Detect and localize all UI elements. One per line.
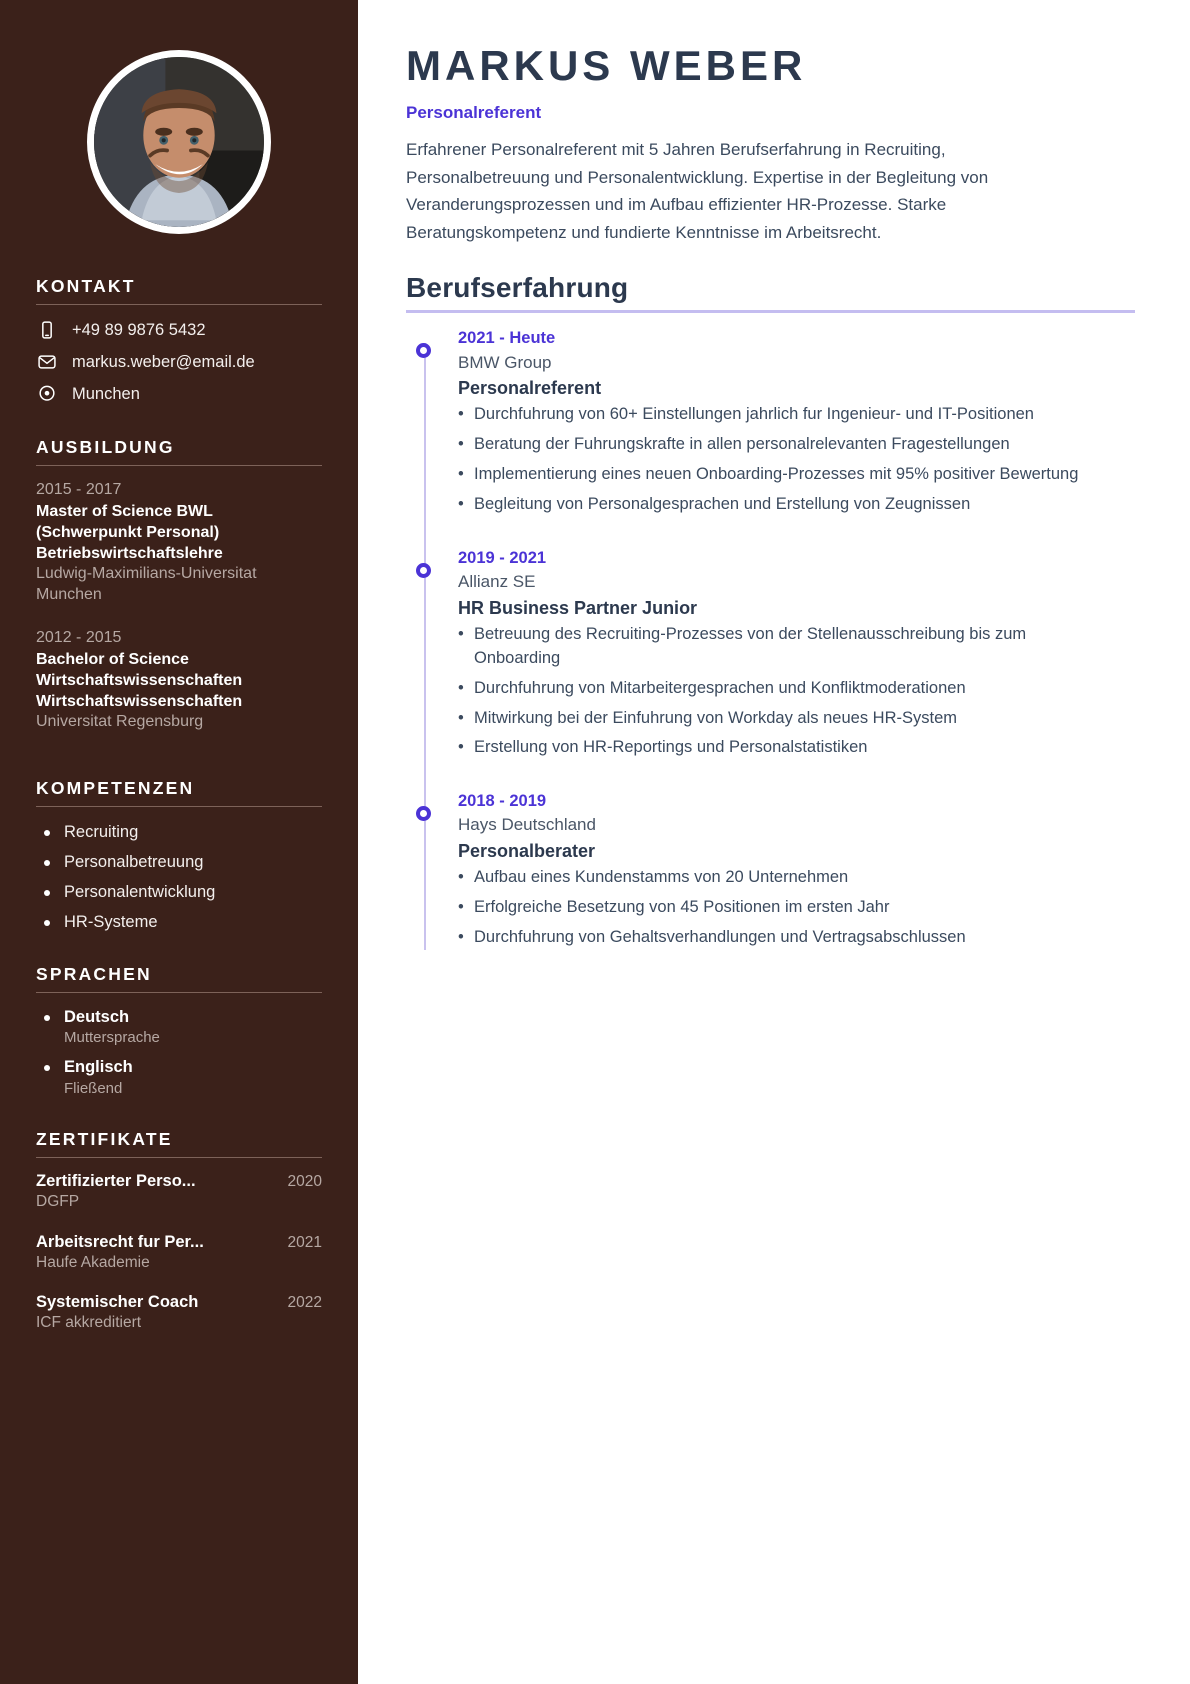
- divider: [36, 992, 322, 993]
- list-item: HR-Systeme: [36, 911, 322, 933]
- certificate-issuer: Haufe Akademie: [36, 1253, 150, 1271]
- certificate-item: [36, 1293, 322, 1334]
- list-item: [36, 1057, 322, 1099]
- list-item: Recruiting: [36, 821, 322, 843]
- timeline-line: [424, 343, 426, 950]
- language-level: Muttersprache: [64, 1029, 160, 1047]
- contact-location[interactable]: [36, 383, 322, 405]
- divider: [36, 465, 322, 466]
- language-name: Deutsch: [64, 1007, 130, 1026]
- mail-icon: [36, 351, 58, 373]
- education-date: 2015 - 2017: [36, 481, 122, 498]
- education-item: [36, 628, 322, 733]
- divider: [36, 304, 322, 305]
- list-item: • Durchfuhrung von Gehaltsverhandlungen und Vertragsabschlussen: [458, 926, 1083, 950]
- skills-section: [36, 778, 322, 934]
- list-item: • Begleitung von Personalgesprachen und Erstellung von Zeugnissen: [458, 493, 1083, 517]
- experience-company: Hays Deutschland: [458, 815, 596, 835]
- certificate-header: [36, 1293, 322, 1312]
- timeline-dot-icon: [416, 563, 431, 578]
- language-level: Fließend: [64, 1079, 123, 1097]
- education-field: Wirtschaftswissenschaften: [36, 692, 243, 710]
- certificate-year: 2020: [287, 1173, 322, 1191]
- main-content: [358, 0, 1190, 1684]
- experience-date: 2019 - 2021: [458, 548, 547, 567]
- contact-heading: KONTAKT: [36, 276, 136, 296]
- section-underline: [406, 310, 1135, 313]
- certificate-header: [36, 1233, 322, 1252]
- certificate-name: Arbeitsrecht fur Per...: [36, 1232, 204, 1251]
- list-item: • Durchfuhrung von Mitarbeitergesprachen und Konfliktmoderationen: [458, 677, 1083, 701]
- education-institution: Ludwig-Maximilians-Universitat Munchen: [36, 565, 257, 603]
- phone-icon: [36, 319, 58, 341]
- contact-phone[interactable]: [36, 319, 322, 341]
- page-title: MARKUS WEBER: [406, 42, 807, 89]
- divider: [36, 806, 322, 807]
- experience-bullets: [458, 623, 1135, 761]
- languages-heading: SPRACHEN: [36, 963, 152, 984]
- experience-heading: Berufserfahrung: [406, 272, 629, 304]
- certificate-name: Zertifizierter Perso...: [36, 1172, 196, 1191]
- experience-title: HR Business Partner Junior: [458, 597, 698, 618]
- education-degree: Bachelor of Science Wirtschaftswissenschaften: [36, 650, 243, 689]
- experience-item: [458, 547, 1135, 760]
- list-item: • Aufbau eines Kundenstamms von 20 Unternehmen: [458, 866, 1083, 890]
- education-degree: Master of Science BWL (Schwerpunkt Personal): [36, 502, 220, 541]
- skills-list: [36, 821, 322, 934]
- profile-photo-wrap: [36, 0, 322, 234]
- timeline-dot-icon: [416, 806, 431, 821]
- education-date: 2012 - 2015: [36, 628, 122, 646]
- certificates-heading: ZERTIFIKATE: [36, 1129, 173, 1150]
- certificate-issuer: DGFP: [36, 1193, 80, 1211]
- skills-heading: KOMPETENZEN: [36, 777, 195, 798]
- experience-date: 2021 - Heute: [458, 329, 556, 348]
- timeline-dot-icon: [416, 343, 431, 358]
- list-item: • Mitwirkung bei der Einfuhrung von Workday als neues HR-System: [458, 707, 1083, 731]
- certificate-name: Systemischer Coach: [36, 1293, 199, 1312]
- certificate-year: 2022: [287, 1294, 322, 1312]
- contact-phone-value: +49 89 9876 5432: [72, 320, 206, 339]
- languages-section: [36, 964, 322, 1099]
- certificate-issuer: ICF akkreditiert: [36, 1314, 142, 1332]
- list-item: Personalentwicklung: [36, 881, 322, 903]
- list-item: Personalbetreuung: [36, 851, 322, 873]
- experience-bullets: [458, 866, 1135, 950]
- contact-section: [36, 276, 322, 405]
- education-item: [36, 480, 322, 606]
- language-name: Englisch: [64, 1058, 133, 1077]
- education-institution: Universitat Regensburg: [36, 712, 204, 730]
- certificates-section: [36, 1129, 322, 1334]
- experience-title: Personalreferent: [458, 378, 602, 399]
- education-section: [36, 437, 322, 733]
- profile-summary: Erfahrener Personalreferent mit 5 Jahren Berufserfahrung in Recruiting, Personalbetreuung und Personalentwicklung. Expertise in der Begleitung von Veranderungsprozessen und im Aufbau effizienter HR-Prozesse. Starke Beratungskompetenz und fundierte Kenntnisse im Arbeitsrecht.: [406, 140, 989, 242]
- certificate-item: [36, 1172, 322, 1213]
- certificate-year: 2021: [287, 1233, 322, 1251]
- experience-title: Personalberater: [458, 841, 596, 862]
- certificate-item: [36, 1233, 322, 1274]
- location-icon: [36, 383, 58, 405]
- experience-item: [458, 790, 1135, 950]
- experience-timeline: [406, 327, 1135, 950]
- contact-email[interactable]: [36, 351, 322, 373]
- experience-date: 2018 - 2019: [458, 792, 547, 811]
- list-item: • Implementierung eines neuen Onboarding-Prozesses mit 95% positiver Bewertung: [458, 463, 1083, 487]
- divider: [36, 1157, 322, 1158]
- sidebar: [0, 0, 358, 1684]
- avatar: [87, 50, 271, 234]
- experience-item: [458, 327, 1135, 517]
- contact-email-value: markus.weber@email.de: [72, 352, 255, 371]
- experience-company: Allianz SE: [458, 572, 536, 592]
- languages-list: [36, 1007, 322, 1099]
- list-item: • Erfolgreiche Besetzung von 45 Positionen im ersten Jahr: [458, 896, 1083, 920]
- experience-company: BMW Group: [458, 352, 552, 372]
- contact-location-value: Munchen: [72, 384, 140, 403]
- list-item: • Betreuung des Recruiting-Prozesses von der Stellenausschreibung bis zum Onboarding: [458, 623, 1083, 671]
- list-item: [36, 1007, 322, 1049]
- education-heading: AUSBILDUNG: [36, 437, 175, 457]
- education-field: Betriebswirtschaftslehre: [36, 545, 223, 563]
- list-item: • Durchfuhrung von 60+ Einstellungen jahrlich fur Ingenieur- und IT-Positionen: [458, 403, 1083, 427]
- experience-bullets: [458, 403, 1135, 517]
- list-item: • Erstellung von HR-Reportings und Personalstatistiken: [458, 736, 1083, 760]
- list-item: • Beratung der Fuhrungskrafte in allen personalrelevanten Fragestellungen: [458, 433, 1083, 457]
- certificate-header: [36, 1172, 322, 1191]
- job-role-subtitle: Personalreferent: [406, 103, 542, 123]
